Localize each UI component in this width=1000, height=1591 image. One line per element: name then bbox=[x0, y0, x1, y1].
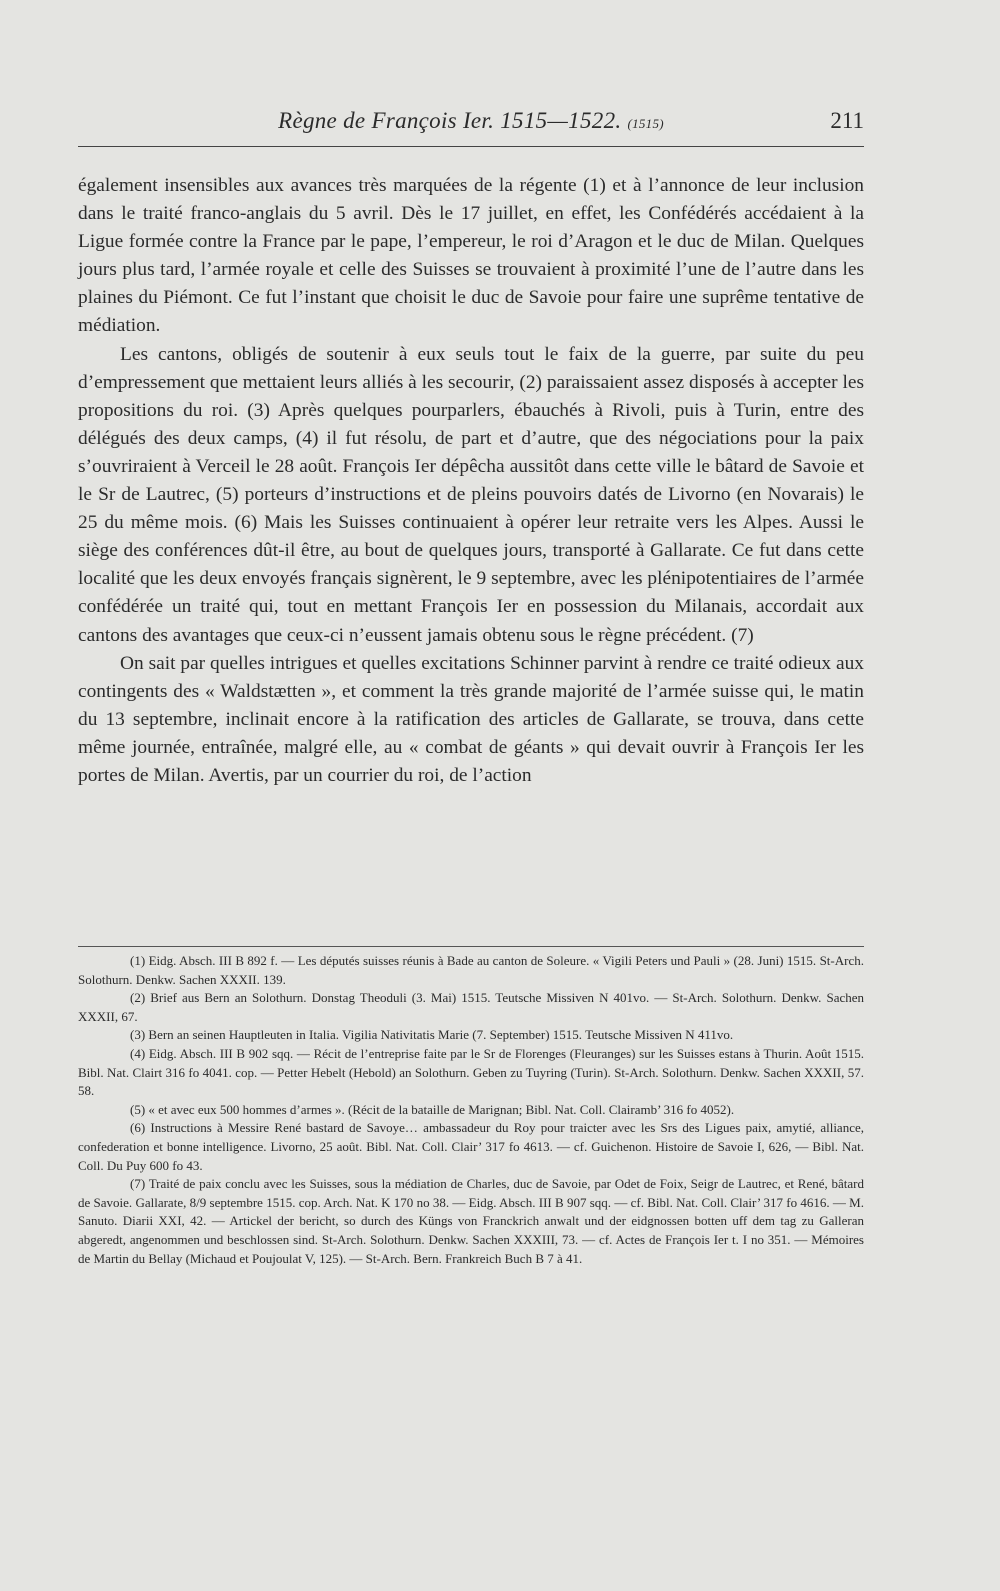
footnote: (4) Eidg. Absch. III B 902 sqq. — Récit de l’entreprise faite par le Sr de Florenges (Fleuranges) sur les Suisses estans à Thurin. Août 1515. Bibl. Nat. Clairt 316 fo 4041. cop. — Petter Hebelt (Hebold) an Solothurn. Geben zu Tuyring (Turin). St-Arch. Solothurn. Denkw. Sachen XXXII, 57. 58. bbox=[78, 1045, 864, 1099]
footnote: (1) Eidg. Absch. III B 892 f. — Les députés suisses réunis à Bade au canton de Soleure. « Vigili Peters und Pauli » (28. Juni) 1515. St-Arch. Solothurn. Denkw. Sachen XXXII. 139. bbox=[78, 953, 864, 987]
running-title-text: Règne de François Ier. 1515—1522. bbox=[278, 108, 622, 133]
paragraph: également insensibles aux avances très marquées de la régente (1) et à l’annonce de leur inclusion dans le traité franco-anglais du 5 avril. Dès le 17 juillet, en effet, les Confédérés accédaient à la Ligue formée contre la France par le pape, l’empereur, le roi d’Aragon et le duc de Milan. Quelques jours plus tard, l’armée royale et celle des Suisses se trouvaient à proximité l’une de l’autre dans les plaines du Piémont. Ce fut l’instant que choisit le duc de Savoie pour faire une suprême tentative de médiation. bbox=[78, 175, 864, 337]
footnotes bbox=[78, 952, 864, 1268]
footnote: (2) Brief aus Bern an Solothurn. Donstag Theoduli (3. Mai) 1515. Teutsche Missiven N 401vo. — St-Arch. Solothurn. Denkw. Sachen XXXII, 67. bbox=[78, 990, 864, 1024]
header-rule bbox=[78, 146, 864, 147]
paragraph: Les cantons, obligés de soutenir à eux seuls tout le faix de la guerre, par suite du peu d’empressement que mettaient leurs alliés à les secourir, (2) paraissaient assez disposés à accepter les propositions du roi. (3) Après quelques pourparlers, ébauchés à Rivoli, puis à Turin, entre des délégués des deux camps, (4) il fut résolu, de part et d’autre, que des négociations pour la paix s’ouvriraient à Verceil le 28 août. François Ier dépêcha aussitôt dans cette ville le bâtard de Savoie et le Sr de Lautrec, (5) porteurs d’instructions et de pleins pouvoirs datés de Livorno (en Novarais) le 25 du même mois. (6) Mais les Suisses continuaient à opérer leur retraite vers les Alpes. Aussi le siège des conférences dût-il être, au bout de quelques jours, transporté à Gallarate. Ce fut dans cette localité que les deux envoyés français signèrent, le 9 septembre, avec les plénipotentiaires de l’armée confédérée un traité qui, tout en mettant François Ier en possession du Milanais, accordait aux cantons des avantages que ceux-ci n’eussent jamais obtenu sous le règne précédent. (7) bbox=[78, 343, 864, 646]
running-title bbox=[78, 108, 864, 134]
main-text bbox=[78, 172, 864, 790]
running-title-year: (1515) bbox=[627, 116, 664, 131]
footnote: (3) Bern an seinen Hauptleuten in Italia. Vigilia Nativitatis Marie (7. September) 1515. Teutsche Missiven N 411vo. bbox=[130, 1027, 734, 1043]
running-header bbox=[78, 108, 864, 142]
footnote-rule bbox=[78, 946, 864, 947]
footnote: (5) « et avec eux 500 hommes d’armes ». (Récit de la bataille de Marignan; Bibl. Nat. Coll. Clairamb’ 316 fo 4052). bbox=[130, 1101, 735, 1117]
footnote: (6) Instructions à Messire René bastard de Savoye… ambassadeur du Roy pour traicter avec les Srs des Ligues paix, amytié, alliance, confederation et bonne intelligence. Livorno, 25 août. Bibl. Nat. Coll. Clair’ 317 fo 4613. — cf. Guichenon. Histoire de Savoie I, 626, — Bibl. Nat. Coll. Du Puy 600 fo 43. bbox=[78, 1120, 864, 1173]
page-number: 211 bbox=[830, 108, 864, 133]
footnote: (7) Traité de paix conclu avec les Suisses, sous la médiation de Charles, duc de Savoie, par Odet de Foix, Seigr de Lautrec, et René, bâtard de Savoie. Gallarate, 8/9 septembre 1515. cop. Arch. Nat. K 170 no 38. — Eidg. Absch. III B 907 sqq. — cf. Bibl. Nat. Coll. Clair’ 317 fo 4616. — M. Sanuto. Diarii XXI, 42. — Artickel der bericht, so durch des Küngs von Franckrich anwalt und der eidgnossen botten uff dem tag zu Galleran abgeredt, angenommen und beschlossen sind. St-Arch. Solothurn. Denkw. Sachen XXXIII, 73. — cf. Actes de François Ier t. I no 351. — Mémoires de Martin du Bellay (Michaud et Poujoulat V, 125). — St-Arch. Bern. Frankreich Buch B 7 à 41. bbox=[78, 1176, 864, 1266]
paragraph: On sait par quelles intrigues et quelles excitations Schinner parvint à rendre ce traité odieux aux contingents des « Waldstætten », et comment la très grande majorité de l’armée suisse qui, le matin du 13 septembre, inclinait encore à la ratification des articles de Gallarate, se trouva, dans cette même journée, entraînée, malgré elle, au « combat de géants » qui devait ouvrir à François Ier les portes de Milan. Avertis, par un courrier du roi, de l’action bbox=[78, 652, 864, 786]
